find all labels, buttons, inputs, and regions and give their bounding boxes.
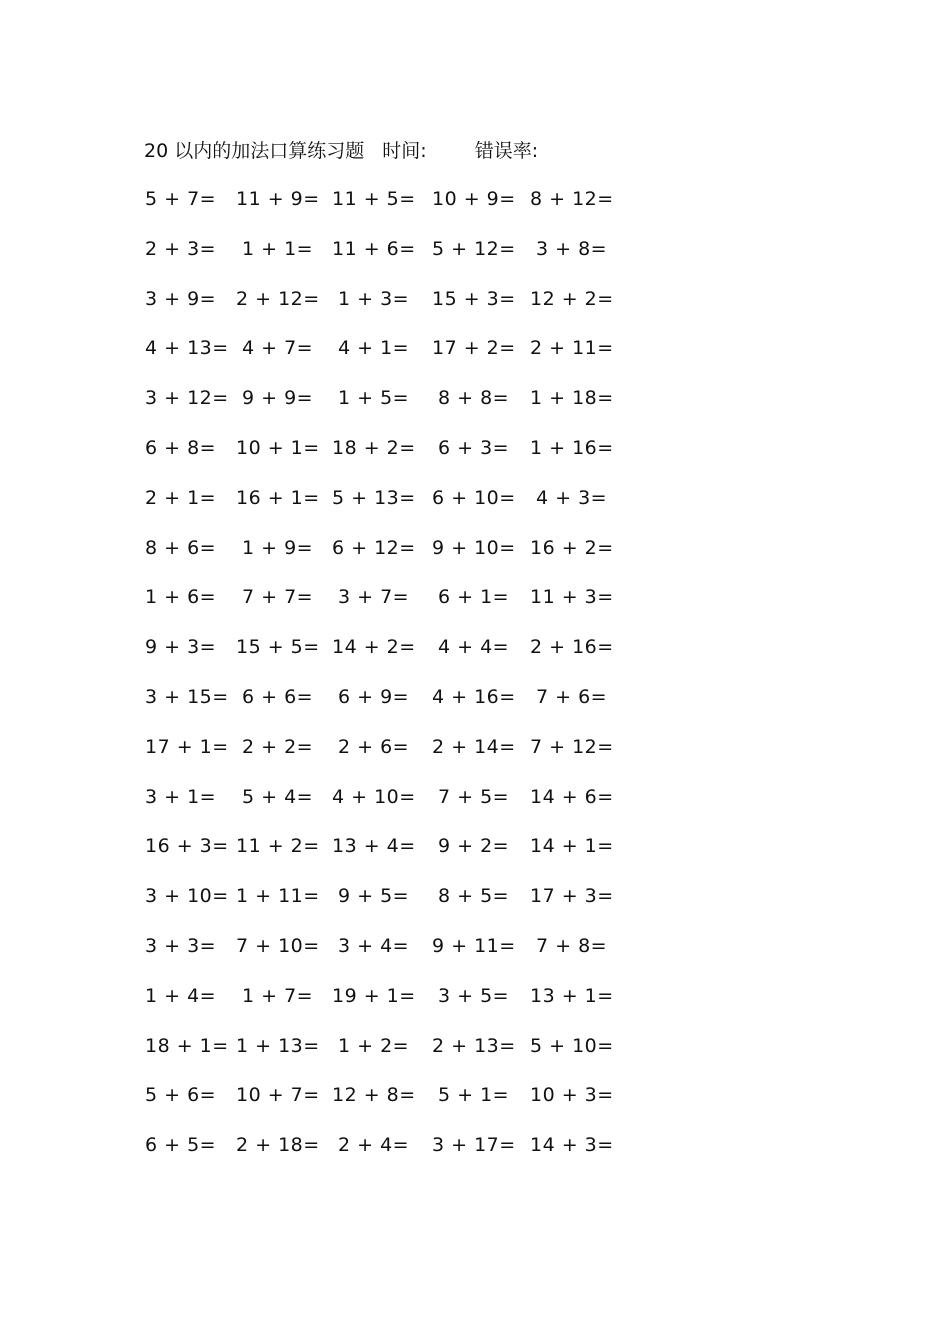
problem-cell: 5 + 13=	[332, 486, 416, 509]
problem-cell: 6 + 9=	[338, 685, 410, 708]
problem-row	[145, 235, 625, 285]
problem-cell: 7 + 8=	[536, 934, 608, 957]
problem-cell: 6 + 5=	[145, 1134, 217, 1157]
problem-cell: 14 + 2=	[332, 636, 416, 659]
problem-cell: 5 + 1=	[438, 1084, 510, 1107]
problem-row	[145, 1081, 625, 1131]
problem-row	[145, 932, 625, 982]
problem-cell: 3 + 4=	[338, 934, 410, 957]
problem-cell: 1 + 11=	[236, 885, 320, 908]
problem-cell: 9 + 10=	[432, 536, 516, 559]
problem-cell: 6 + 8=	[145, 436, 217, 459]
problem-cell: 11 + 6=	[332, 237, 416, 260]
problem-cell: 15 + 3=	[432, 287, 516, 310]
problem-cell: 7 + 7=	[242, 586, 314, 609]
problem-cell: 4 + 16=	[432, 685, 516, 708]
problem-cell: 9 + 11=	[432, 934, 516, 957]
problem-cell: 4 + 4=	[438, 636, 510, 659]
problem-cell: 5 + 6=	[145, 1084, 217, 1107]
problem-cell: 11 + 3=	[530, 586, 614, 609]
problem-cell: 18 + 2=	[332, 436, 416, 459]
problem-cell: 4 + 1=	[338, 337, 410, 360]
problem-cell: 8 + 8=	[438, 387, 510, 410]
problem-cell: 13 + 1=	[530, 984, 614, 1007]
problem-row	[145, 783, 625, 833]
problem-cell: 1 + 4=	[145, 984, 217, 1007]
problem-cell: 9 + 9=	[242, 387, 314, 410]
problem-row	[145, 982, 625, 1032]
problem-cell: 10 + 9=	[432, 188, 516, 210]
problem-cell: 8 + 6=	[145, 536, 217, 559]
problem-row	[145, 285, 625, 335]
time-label: 时间:	[382, 140, 427, 162]
problem-cell: 18 + 1=	[145, 1034, 229, 1057]
problem-cell: 14 + 3=	[530, 1134, 614, 1157]
problem-cell: 2 + 2=	[242, 735, 314, 758]
problem-cell: 9 + 3=	[145, 636, 217, 659]
problem-cell: 3 + 1=	[145, 785, 217, 808]
problem-cell: 19 + 1=	[332, 984, 416, 1007]
problem-cell: 3 + 15=	[145, 685, 229, 708]
problem-grid	[145, 185, 625, 1181]
problem-cell: 8 + 5=	[438, 885, 510, 908]
problem-cell: 5 + 10=	[530, 1034, 614, 1057]
problem-cell: 1 + 1=	[242, 237, 314, 260]
problem-cell: 4 + 13=	[145, 337, 229, 360]
problem-cell: 2 + 12=	[236, 287, 320, 310]
problem-cell: 1 + 2=	[338, 1034, 410, 1057]
problem-cell: 1 + 5=	[338, 387, 410, 410]
problem-cell: 3 + 3=	[145, 934, 217, 957]
problem-cell: 6 + 3=	[438, 436, 510, 459]
problem-cell: 3 + 10=	[145, 885, 229, 908]
problem-cell: 3 + 12=	[145, 387, 229, 410]
problem-cell: 4 + 7=	[242, 337, 314, 360]
problem-cell: 7 + 5=	[438, 785, 510, 808]
problem-cell: 11 + 5=	[332, 188, 416, 210]
problem-cell: 2 + 3=	[145, 237, 217, 260]
problem-cell: 11 + 2=	[236, 835, 320, 858]
problem-cell: 10 + 7=	[236, 1084, 320, 1107]
problem-cell: 3 + 5=	[438, 984, 510, 1007]
problem-cell: 3 + 7=	[338, 586, 410, 609]
worksheet-header	[144, 137, 538, 165]
problem-cell: 5 + 4=	[242, 785, 314, 808]
problem-cell: 4 + 3=	[536, 486, 608, 509]
problem-row	[145, 484, 625, 534]
problem-cell: 7 + 10=	[236, 934, 320, 957]
problem-row	[145, 534, 625, 584]
problem-cell: 17 + 2=	[432, 337, 516, 360]
problem-cell: 1 + 7=	[242, 984, 314, 1007]
problem-row	[145, 583, 625, 633]
problem-cell: 5 + 12=	[432, 237, 516, 260]
problem-cell: 3 + 17=	[432, 1134, 516, 1157]
problem-row	[145, 733, 625, 783]
problem-row	[145, 1131, 625, 1181]
problem-cell: 6 + 12=	[332, 536, 416, 559]
problem-cell: 16 + 1=	[236, 486, 320, 509]
problem-row	[145, 185, 625, 235]
problem-cell: 12 + 8=	[332, 1084, 416, 1107]
problem-cell: 14 + 6=	[530, 785, 614, 808]
problem-cell: 1 + 18=	[530, 387, 614, 410]
problem-cell: 1 + 3=	[338, 287, 410, 310]
problem-cell: 1 + 16=	[530, 436, 614, 459]
problem-cell: 6 + 6=	[242, 685, 314, 708]
problem-cell: 1 + 6=	[145, 586, 217, 609]
problem-cell: 16 + 2=	[530, 536, 614, 559]
problem-row	[145, 434, 625, 484]
problem-cell: 17 + 1=	[145, 735, 229, 758]
problem-cell: 9 + 5=	[338, 885, 410, 908]
problem-cell: 2 + 6=	[338, 735, 410, 758]
problem-cell: 6 + 10=	[432, 486, 516, 509]
problem-cell: 2 + 14=	[432, 735, 516, 758]
problem-cell: 7 + 12=	[530, 735, 614, 758]
problem-cell: 15 + 5=	[236, 636, 320, 659]
problem-row	[145, 683, 625, 733]
problem-cell: 6 + 1=	[438, 586, 510, 609]
problem-cell: 10 + 1=	[236, 436, 320, 459]
problem-row	[145, 1032, 625, 1082]
problem-cell: 17 + 3=	[530, 885, 614, 908]
problem-cell: 7 + 6=	[536, 685, 608, 708]
problem-cell: 14 + 1=	[530, 835, 614, 858]
problem-cell: 2 + 1=	[145, 486, 217, 509]
problem-row	[145, 334, 625, 384]
problem-cell: 16 + 3=	[145, 835, 229, 858]
problem-row	[145, 832, 625, 882]
problem-cell: 9 + 2=	[438, 835, 510, 858]
problem-cell: 13 + 4=	[332, 835, 416, 858]
problem-row	[145, 882, 625, 932]
problem-cell: 3 + 9=	[145, 287, 217, 310]
problem-cell: 2 + 11=	[530, 337, 614, 360]
problem-cell: 1 + 9=	[242, 536, 314, 559]
problem-cell: 2 + 4=	[338, 1134, 410, 1157]
problem-cell: 5 + 7=	[145, 188, 217, 210]
problem-cell: 4 + 10=	[332, 785, 416, 808]
problem-row	[145, 384, 625, 434]
problem-cell: 2 + 18=	[236, 1134, 320, 1157]
error-rate-label: 错误率:	[474, 140, 539, 162]
problem-cell: 8 + 12=	[530, 188, 614, 210]
problem-cell: 12 + 2=	[530, 287, 614, 310]
problem-cell: 1 + 13=	[236, 1034, 320, 1057]
problem-cell: 3 + 8=	[536, 237, 608, 260]
problem-cell: 11 + 9=	[236, 188, 320, 210]
problem-cell: 10 + 3=	[530, 1084, 614, 1107]
problem-cell: 2 + 13=	[432, 1034, 516, 1057]
problem-cell: 2 + 16=	[530, 636, 614, 659]
worksheet-title: 20 以内的加法口算练习题	[144, 140, 365, 162]
problem-row	[145, 633, 625, 683]
